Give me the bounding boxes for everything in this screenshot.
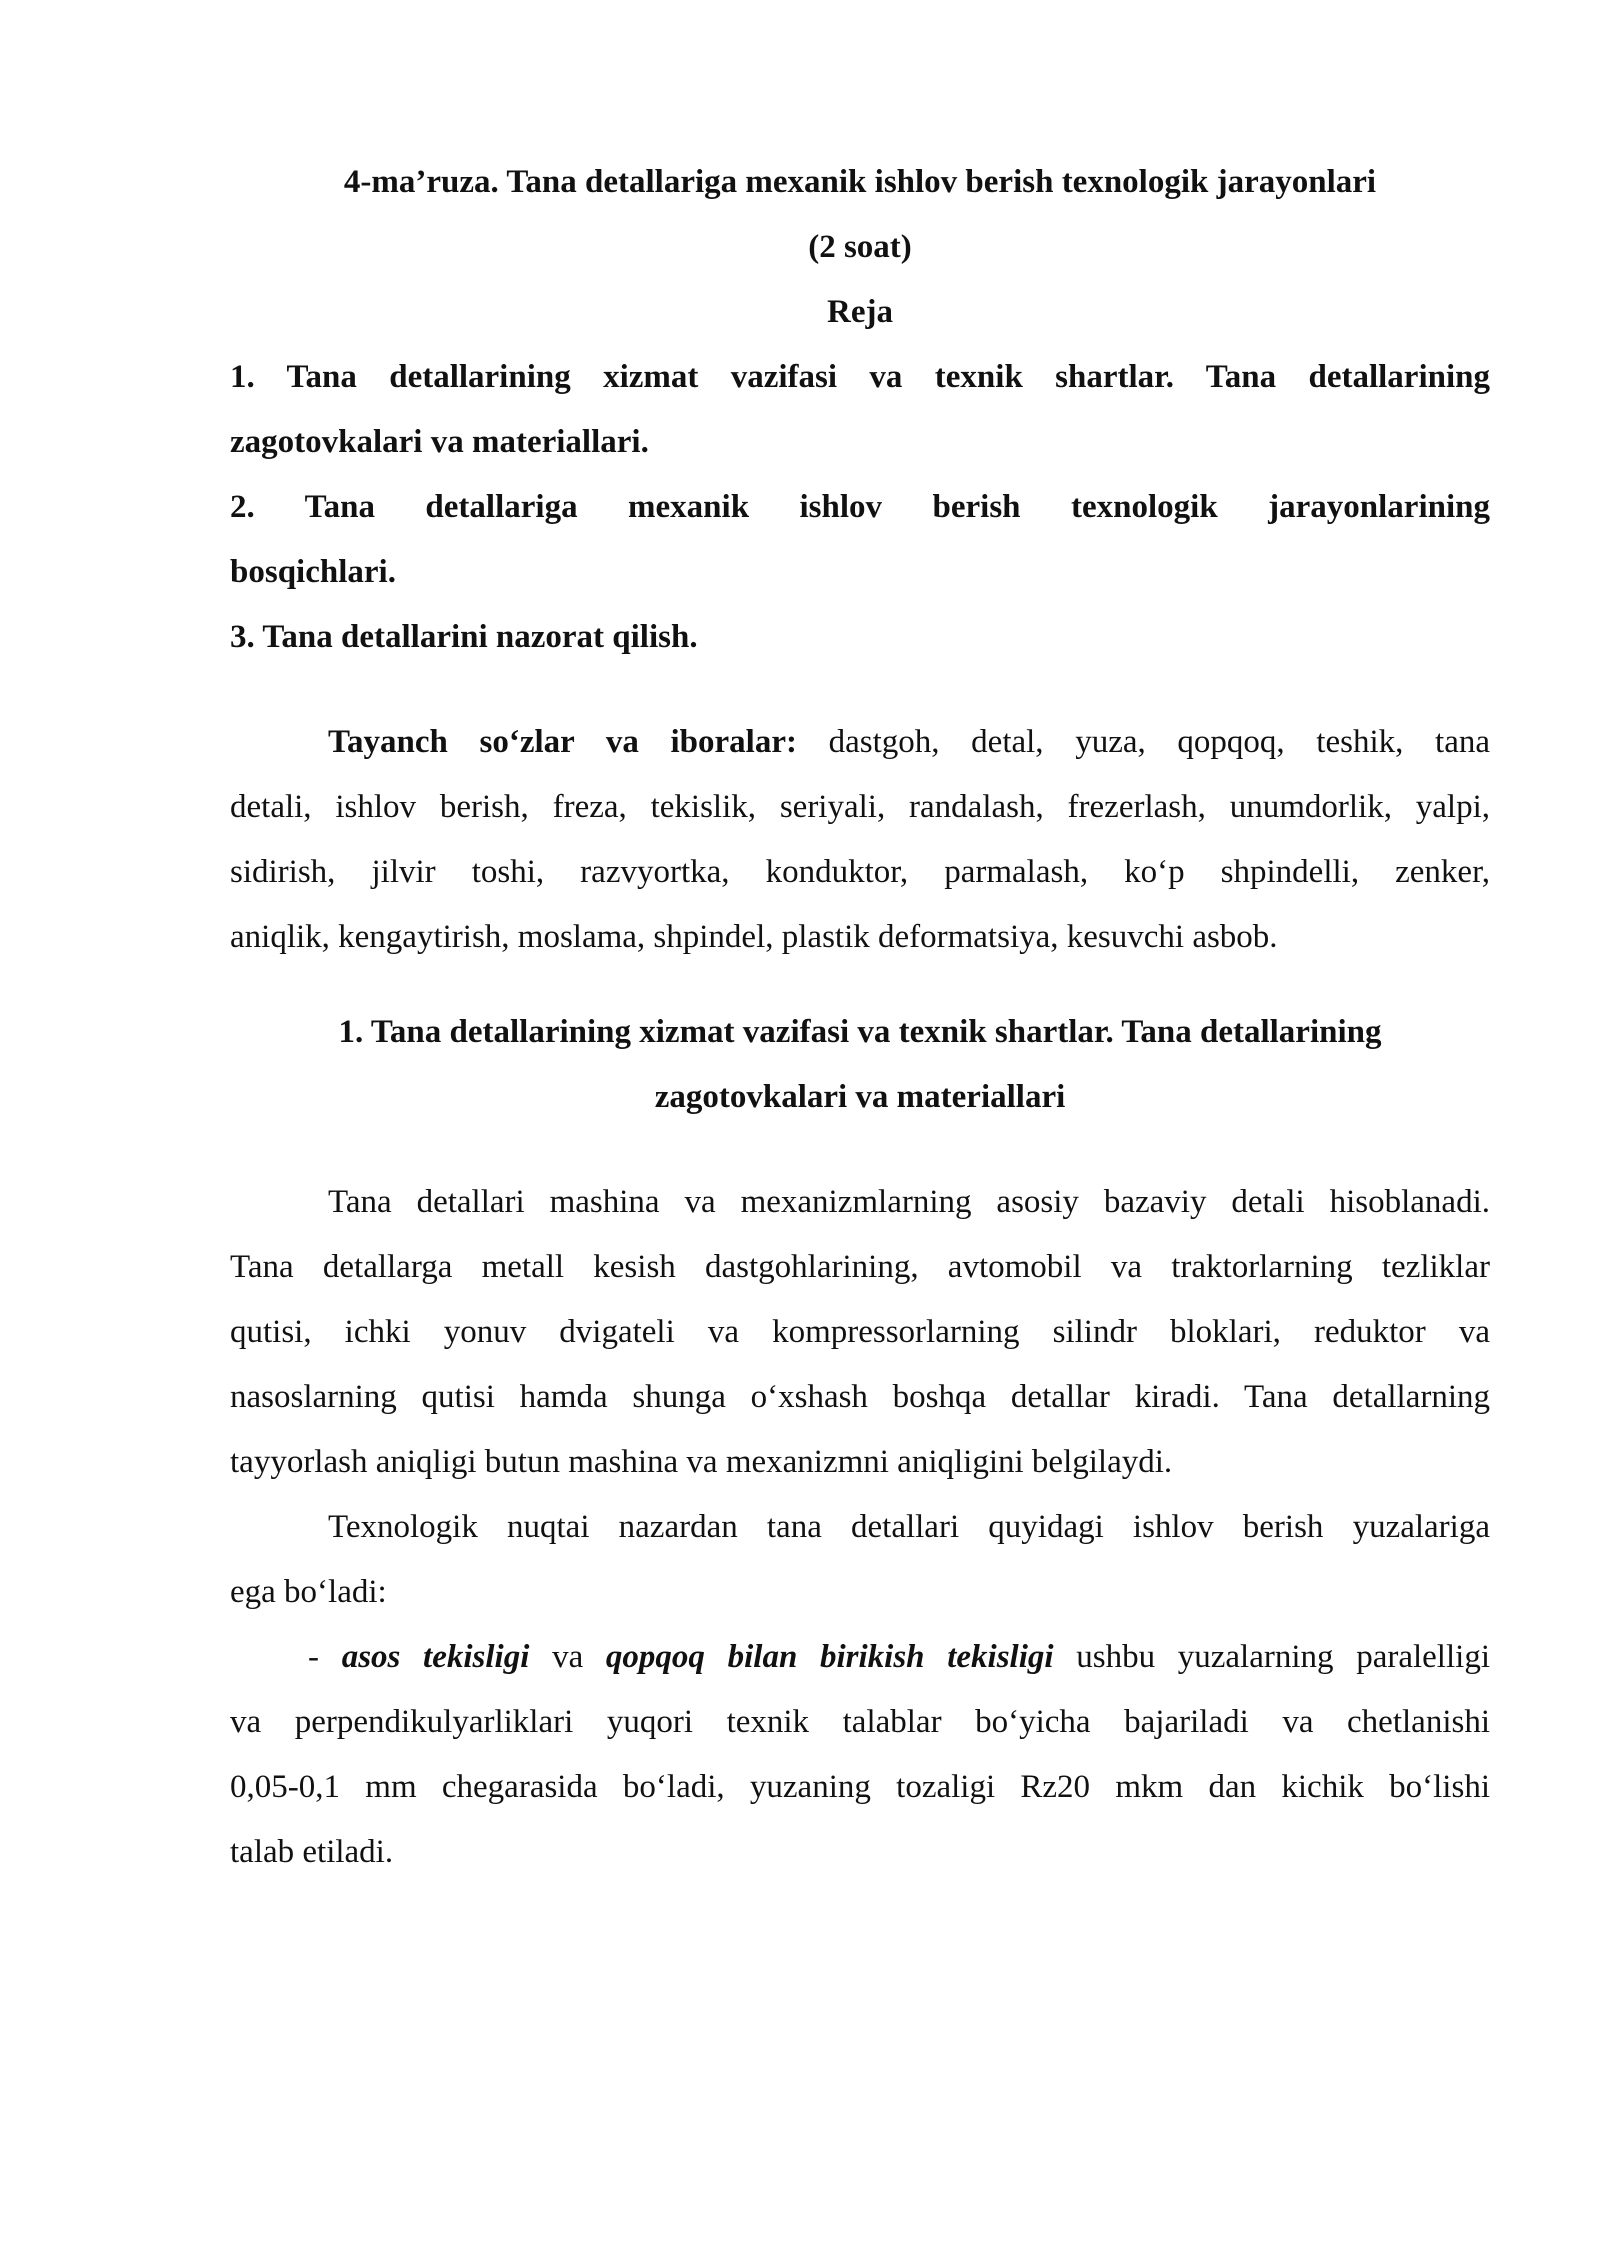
keywords-line-1 [230,710,1490,775]
bullet-dash: - [308,1639,342,1675]
plan-item-2-line-1: 2. Tana detallariga mexanik ishlov berish texnologik jarayonlarining [230,489,1490,525]
plan-item-3: 3. Tana detallarini nazorat qilish. [230,619,698,655]
spacer [230,670,1490,710]
plan-item-2-line-2: bosqichlari. [230,554,396,590]
bullet-1-line-3: 0,05-0,1 mm chegarasida bo‘ladi, yuzaning tozaligi Rz20 mkm dan kichik bo‘lishi [230,1769,1490,1805]
paragraph-2-line-2: ega bo‘ladi: [230,1574,387,1610]
bullet-1-line-4: talab etiladi. [230,1834,394,1870]
lecture-title: 4-ma’ruza. Tana detallariga mexanik ishlov berish texnologik jarayonlari [343,164,1377,200]
bullet-1-line-2: va perpendikulyarliklari yuqori texnik talablar bo‘yicha bajariladi va chetlanishi [230,1704,1490,1740]
keywords-line-3: sidirish, jilvir toshi, razvyortka, konduktor, parmalash, ko‘p shpindelli, zenker, [230,854,1490,890]
plan-item-1-line-2: zagotovkalari va materiallari. [230,424,649,460]
paragraph-1-line-1: Tana detallari mashina va mexanizmlarning asosiy bazaviy detali hisoblanadi. [328,1184,1490,1220]
paragraph-1-line-2: Tana detallarga metall kesish dastgohlarining, avtomobil va traktorlarning tezliklar [230,1249,1490,1285]
bullet-1-line-1 [230,1625,1490,1690]
section-heading-line-1: 1. Tana detallarining xizmat vazifasi va texnik shartlar. Tana detallarining [338,1014,1382,1050]
paragraph-2-line-1: Texnologik nuqtai nazardan tana detallari quyidagi ishlov berish yuzalariga [328,1509,1490,1545]
plan-heading: Reja [827,294,893,330]
bullet-1-line-1-rest: ushbu yuzalarning paralelligi [1053,1639,1490,1675]
keywords-line-1-text: dastgoh, detal, yuza, qopqoq, teshik, tana [796,724,1490,760]
keywords-line-2: detali, ishlov berish, freza, tekislik, seriyali, randalash, frezerlash, unumdorlik, yalpi, [230,789,1490,825]
paragraph-1-line-5: tayyorlash aniqligi butun mashina va mexanizmni aniqligini belgilaydi. [230,1444,1173,1480]
bullet-connector: va [529,1639,606,1675]
paragraph-1-line-3: qutisi, ichki yonuv dvigateli va kompressorlarning silindr bloklari, reduktor va [230,1314,1490,1350]
term-asos-tekisligi: asos tekisligi [341,1639,530,1675]
lecture-duration: (2 soat) [808,229,912,265]
section-heading-line-2: zagotovkalari va materiallari [654,1079,1066,1115]
keywords-label: Tayanch so‘zlar va iboralar: [328,724,797,760]
paragraph-1-line-4: nasoslarning qutisi hamda shunga o‘xshash boshqa detallar kiradi. Tana detallarning [230,1379,1490,1415]
spacer [230,970,1490,1000]
plan-item-1-line-1: 1. Tana detallarining xizmat vazifasi va texnik shartlar. Tana detallarining [230,359,1490,395]
term-qopqoq-tekisligi: qopqoq bilan birikish tekisligi [605,1639,1054,1675]
keywords-line-4: aniqlik, kengaytirish, moslama, shpindel, plastik deformatsiya, kesuvchi asbob. [230,919,1278,955]
document-page [230,150,1490,1885]
spacer [230,1130,1490,1170]
